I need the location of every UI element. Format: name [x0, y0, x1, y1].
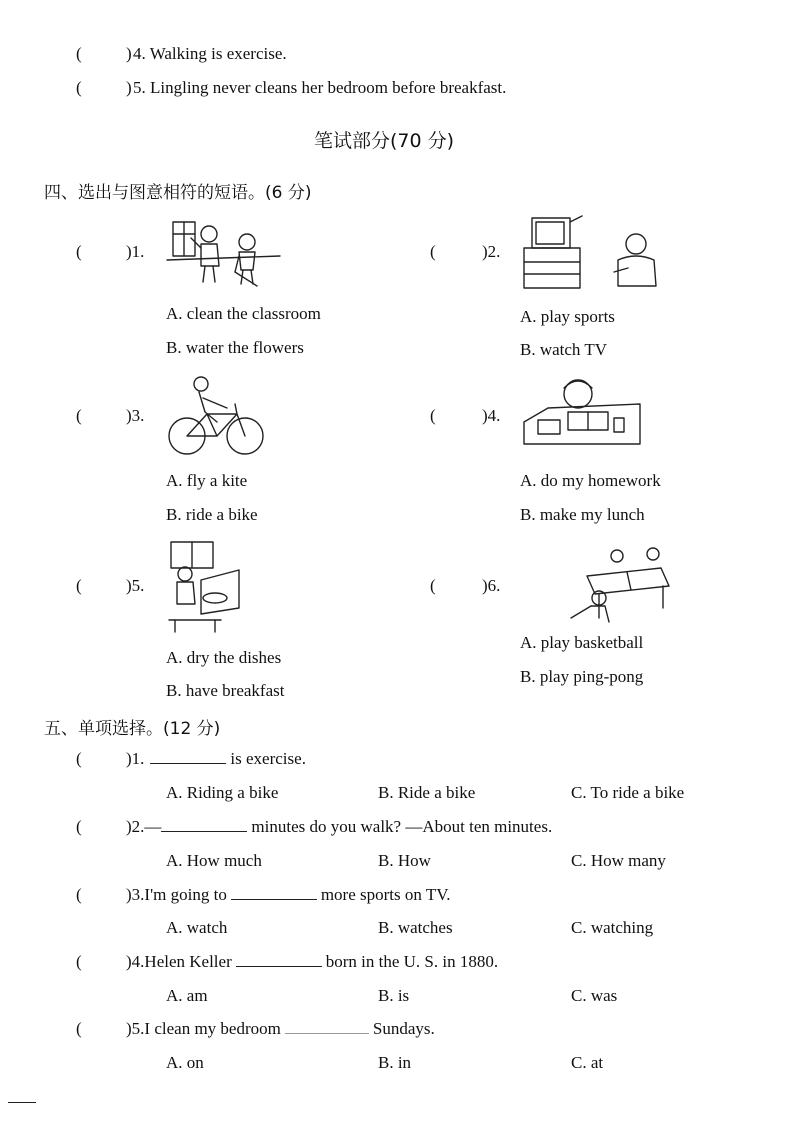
answer-paren[interactable]: (	[76, 406, 82, 425]
answer-paren[interactable]: (	[76, 44, 82, 63]
s4-item6-b: B. play ping-pong	[520, 667, 644, 686]
s4-item3-num: )3.	[126, 406, 145, 425]
s4-item2-b: B. watch TV	[520, 340, 608, 359]
section4-title: 四、选出与图意相符的短语。(6 分)	[44, 183, 312, 203]
s4-item4-a: A. do my homework	[520, 471, 661, 490]
answer-paren[interactable]: (	[76, 952, 82, 971]
s4-item5-b: B. have breakfast	[166, 681, 285, 700]
q4-option-c[interactable]: C. was	[571, 986, 618, 1005]
s4-item2-num: )2.	[482, 242, 501, 261]
q3-option-b[interactable]: B. watches	[378, 918, 453, 937]
q3-option-a[interactable]: A. watch	[166, 918, 228, 937]
answer-paren[interactable]: (	[430, 242, 436, 261]
q1-option-b[interactable]: B. Ride a bike	[378, 783, 476, 802]
question-text: 4. Walking is exercise.	[133, 44, 287, 63]
q2-line: )2.— minutes do you walk? —About ten minutes.	[126, 817, 553, 836]
section5-title: 五、单项选择。(12 分)	[44, 719, 221, 739]
s4-item1-num: )1.	[126, 242, 145, 261]
written-section-title: 笔试部分(70 分)	[314, 130, 455, 152]
s4-item4-b: B. make my lunch	[520, 505, 645, 524]
s4-item5-a: A. dry the dishes	[166, 648, 282, 667]
tv-watching-picture	[518, 212, 663, 292]
page-corner-mark	[8, 1102, 36, 1103]
question-text: 5. Lingling never cleans her bedroom before breakfast.	[133, 78, 507, 97]
homework-desk-picture	[518, 374, 646, 450]
s4-item1-b: B. water the flowers	[166, 338, 304, 357]
q5-line: )5.I clean my bedroom Sundays.	[126, 1019, 435, 1038]
answer-paren[interactable]: (	[76, 576, 82, 595]
q4-option-b[interactable]: B. is	[378, 986, 410, 1005]
s4-item4-num: )4.	[482, 406, 501, 425]
q1-option-a[interactable]: A. Riding a bike	[166, 783, 279, 802]
answer-paren[interactable]: (	[76, 749, 82, 768]
s4-item6-num: )6.	[482, 576, 501, 595]
q4-option-a[interactable]: A. am	[166, 986, 208, 1005]
q1-option-c[interactable]: C. To ride a bike	[571, 783, 685, 802]
bike-riding-picture	[165, 372, 265, 458]
answer-paren[interactable]: (	[76, 78, 82, 97]
q2-option-a[interactable]: A. How much	[166, 851, 262, 870]
answer-paren[interactable]: (	[76, 885, 82, 904]
s4-item3-b: B. ride a bike	[166, 505, 258, 524]
s4-item1-a: A. clean the classroom	[166, 304, 321, 323]
cleaning-kids-picture	[165, 212, 285, 288]
q5-option-c[interactable]: C. at	[571, 1053, 604, 1072]
q1-line: )1. is exercise.	[126, 749, 306, 768]
s4-item3-a: A. fly a kite	[166, 471, 248, 490]
q4-line: )4.Helen Keller born in the U. S. in 1880.	[126, 952, 499, 971]
answer-paren[interactable]: (	[430, 406, 436, 425]
q3-option-c[interactable]: C. watching	[571, 918, 654, 937]
q2-option-c[interactable]: C. How many	[571, 851, 666, 870]
answer-paren[interactable]: (	[76, 817, 82, 836]
q2-option-b[interactable]: B. How	[378, 851, 431, 870]
q5-option-b[interactable]: B. in	[378, 1053, 412, 1072]
s4-item2-a: A. play sports	[520, 307, 615, 326]
answer-paren[interactable]: (	[76, 242, 82, 261]
q3-line: )3.I'm going to more sports on TV.	[126, 885, 451, 904]
answer-paren[interactable]: (	[430, 576, 436, 595]
q5-option-a[interactable]: A. on	[166, 1053, 204, 1072]
s4-item6-a: A. play basketball	[520, 633, 644, 652]
breakfast-kitchen-picture	[165, 538, 245, 634]
ping-pong-picture	[565, 546, 675, 624]
s4-item5-num: )5.	[126, 576, 145, 595]
answer-paren[interactable]: (	[76, 1019, 82, 1038]
